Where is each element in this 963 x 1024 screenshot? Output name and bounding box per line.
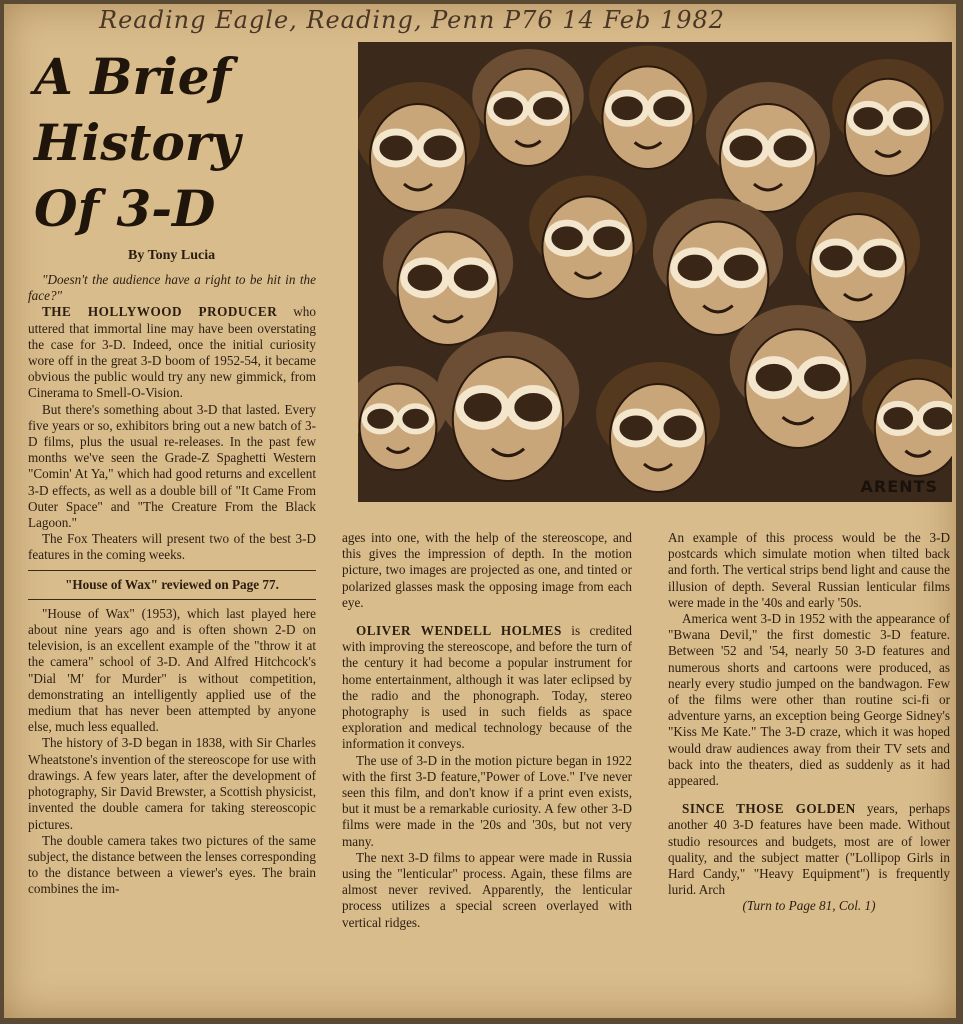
lead-in: OLIVER WENDELL HOLMES <box>356 623 562 639</box>
divider <box>28 599 316 600</box>
audience-3d-glasses-illustration <box>358 42 952 502</box>
byline: By Tony Lucia <box>128 248 216 263</box>
page-reference: "House of Wax" reviewed on Page 77. <box>65 576 279 592</box>
col1-paragraph-1 <box>28 304 316 401</box>
col3-paragraph-2: America went 3-D in 1952 with the appearance of "Bwana Devil," the first domestic 3-D feature. Between '52 and '54, nearly 50 3-D features and numerous shorts and cartoons were produced, as nearly every studio jumped on the bandwagon. Few of the films were other than routine sci-fi or adventure yarns, an exception being George Sidney's "Kiss Me Kate." The 3-D craze, which it was hoped would draw audiences away from their TV sets and back into the theaters, died as suddenly as it had appeared. <box>668 611 950 789</box>
col1-paragraph-3: The Fox Theaters will present two of the best 3-D features in the coming weeks. <box>28 531 316 563</box>
col1-paragraph-6: The double camera takes two pictures of the same subject, the distance between the lenses corresponding to the distance between a viewer's eyes. The brain combines the im- <box>28 832 316 897</box>
continued-reference: (Turn to Page 81, Col. 1) <box>742 898 876 914</box>
col1-paragraph-2: But there's something about 3-D that lasted. Every five years or so, exhibitors bring out a new batch of 3-D films, plus the usual re-releases. In the past few months we've seen the Grade-Z Spaghetti Western "Comin' At Ya," which had good returns and excellent 3-D effects, as well as a double bill of "It Came From Outer Space" and "The Creature From the Black Lagoon." <box>28 401 316 531</box>
headline-line-1: A Brief <box>34 47 232 106</box>
col1-paragraph-4: "House of Wax" (1953), which last played here about nine years ago and is often shown 2-D on television, is an excellent example of the "throw it at the camera" school of 3-D. And Alfred Hitchcock's "Dial 'M' for Murder" is without competition, demonstrating an intelligently applied use of the medium that has never been attempted by anyone else, much less equalled. <box>28 605 316 735</box>
handwritten-note: Reading Eagle, Reading, Penn P76 14 Feb 1982 <box>99 6 726 34</box>
col2-paragraph-1: ages into one, with the help of the stereoscope, and this gives the impression of depth. In the motion picture, two images are projected as one, and tinted or polarized glasses mask the opposing image from each eye. <box>342 530 632 610</box>
col1-paragraph-1-text: who uttered that immortal line may have been overstating the case for 3-D. Indeed, once the initial curiosity wore off in the great 3-D boom of 1952-54, it became obvious the public would try any new gimmick, from Cinerama to Smell-O-Vision. <box>28 304 316 401</box>
article-column-1 <box>28 272 316 898</box>
headline <box>34 44 344 242</box>
col2-paragraph-2 <box>342 623 632 753</box>
col3-paragraph-3 <box>668 801 950 898</box>
divider <box>28 570 316 571</box>
col3-paragraph-1: An example of this process would be the 3-D postcards which simulate motion when tilted back and forth. The vertical strips bend light and cause the illusion of depth. Several Russian lenticular films were made in the '40s and early '50s. <box>668 530 950 610</box>
lead-in: SINCE THOSE GOLDEN <box>682 801 856 817</box>
article-column-3 <box>668 530 950 915</box>
audience-3d-glasses-icon <box>358 42 952 502</box>
col1-paragraph-5: The history of 3-D began in 1838, with Sir Charles Wheatstone's invention of the stereoscope for use with drawings. A few years later, after the development of photography, Sir David Brewster, a Scottish physicist, invented the double camera for taking stereoscopic pictures. <box>28 735 316 832</box>
newspaper-clipping <box>4 4 956 1018</box>
col2-paragraph-2-text: is credited with improving the stereoscope, and before the turn of the century it had become a popular instrument for home entertainment, although it was later eclipsed by the radio and the phonograph. Today, stereo photography is used in such fields as space exploration and medical technology because of the information it conveys. <box>342 623 633 752</box>
headline-line-3: Of 3-D <box>34 179 216 238</box>
article-column-2 <box>342 530 632 931</box>
lead-in: THE HOLLYWOOD PRODUCER <box>42 304 278 320</box>
opening-quote: "Doesn't the audience have a right to be hit in the face?" <box>28 272 316 304</box>
headline-line-2: History <box>34 113 241 172</box>
col2-paragraph-3: The use of 3-D in the motion picture began in 1922 with the first 3-D feature,"Power of Love." I've never seen this film, and don't know if a print even exists, but it must be a remarkable curiosity. A few other 3-D films were made in the '20s and '30s, but not very many. <box>342 752 632 849</box>
artist-signature: ARENTS <box>860 477 938 496</box>
col3-paragraph-3-text: years, perhaps another 40 3-D features have been made. Without studio resources and budgets, most are of lower quality, and the subject matter ("Lollipop Girls in Hard Candy," "Heavy Equipment") is frequently lurid. Arch <box>668 801 950 898</box>
col2-paragraph-4: The next 3-D films to appear were made in Russia using the "lenticular" process. Again, these films are almost never revived. Apparently, the lenticular process utilizes a special screen overlayed with vertical ridges. <box>342 849 632 930</box>
